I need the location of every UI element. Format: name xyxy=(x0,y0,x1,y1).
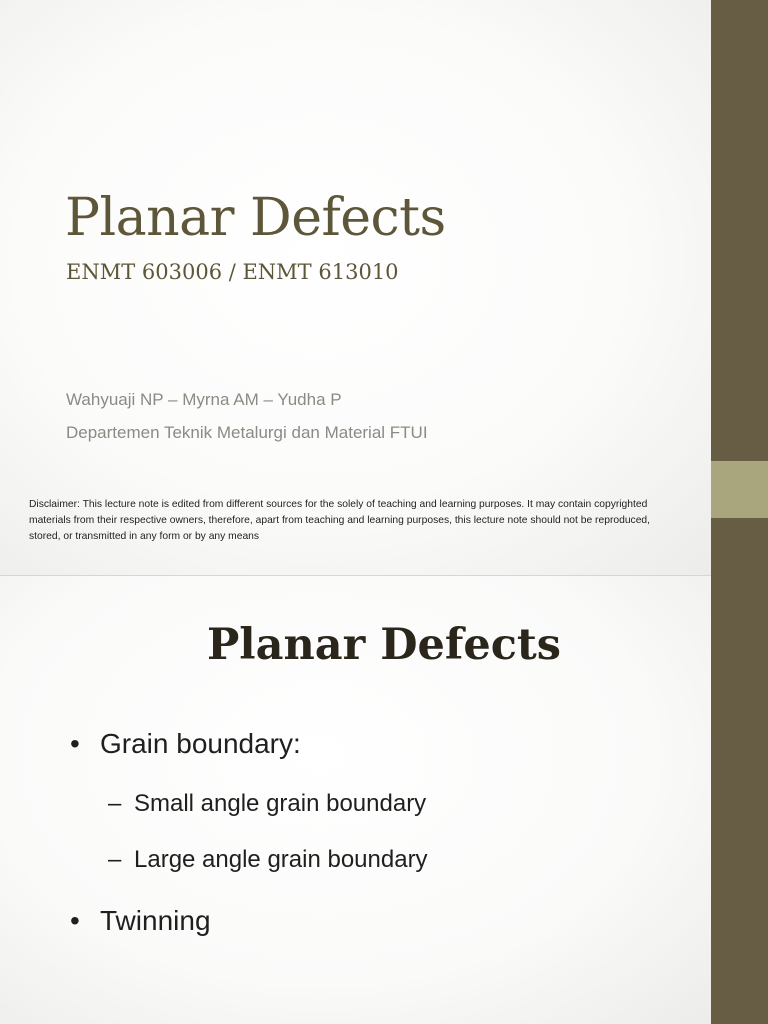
course-code: ENMT 603006 / ENMT 613010 xyxy=(66,260,399,284)
sidebar-accent-block xyxy=(711,461,768,518)
disclaimer: Disclaimer: This lecture note is edited from different sources for the solely of teaching and learning purposes. It may contain copyrighted materials from their respective owners, therefore, apart from teaching and learning purposes, this lecture note should not be reproduced, stored, or transmitted in any form or by any means xyxy=(29,499,651,542)
bullet-text: Twinning xyxy=(100,905,211,936)
slide-1-title: Planar Defects xyxy=(65,188,446,248)
bullet-dot-icon: • xyxy=(70,905,80,936)
dash-icon: – xyxy=(108,846,122,873)
bullet-item xyxy=(70,728,301,760)
bullet-item xyxy=(70,905,211,937)
bullet-text: Grain boundary: xyxy=(100,728,301,759)
sub-bullet-item xyxy=(108,846,428,874)
authors: Wahyuaji NP – Myrna AM – Yudha P xyxy=(66,390,342,409)
department: Departemen Teknik Metalurgi dan Material FTUI xyxy=(66,423,428,442)
slide-2-title: Planar Defects xyxy=(206,620,562,670)
dash-icon: – xyxy=(108,790,122,817)
bullet-dot-icon: • xyxy=(70,728,80,759)
slide-content xyxy=(0,576,711,1024)
sub-bullet-text: Large angle grain boundary xyxy=(134,846,428,873)
sub-bullet-item xyxy=(108,790,426,818)
sub-bullet-text: Small angle grain boundary xyxy=(134,790,427,817)
